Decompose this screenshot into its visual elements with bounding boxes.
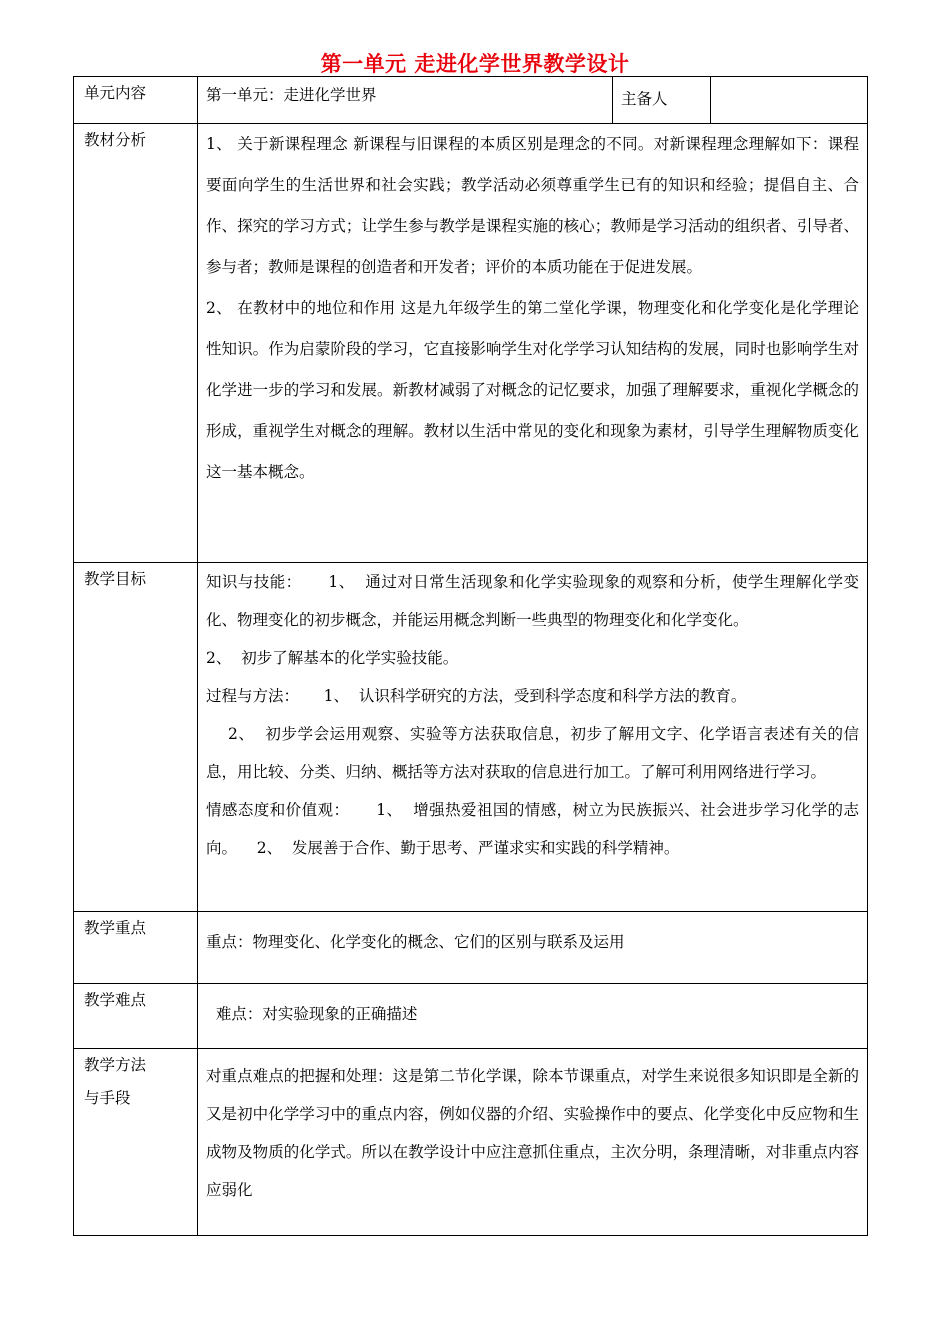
value-material-analysis (198, 124, 868, 563)
value-teaching-goals (198, 563, 868, 912)
label-methods-line-2: 与手段 (84, 1089, 131, 1107)
goal-knowledge-2: 2、 初步了解基本的化学实验技能。 (206, 649, 459, 667)
label-material-analysis: 教材分析 (74, 124, 198, 563)
value-preparer (711, 77, 868, 124)
value-unit-content: 第一单元：走进化学世界 (198, 77, 613, 124)
row-unit-content (74, 77, 868, 124)
label-methods-line-1: 教学方法 (84, 1056, 147, 1074)
methods-paragraph: 对重点难点的把握和处理：这是第二节化学课，除本节课重点，对学生来说很多知识即是全新的又是初中化学学习中的重点内容，例如仪器的介绍、实验操作中的要点、化学变化中反应物和生成物及物质的化学式。所以在教学设计中应注意抓住重点，主次分明，条理清晰，对非重点内容应弱化 (206, 1067, 859, 1199)
analysis-paragraph-2: 2、 在教材中的地位和作用 这是九年级学生的第二堂化学课，物理变化和化学变化是化学理论性知识。作为启蒙阶段的学习，它直接影响学生对化学学习认知结构的发展，同时也影响学生对化学进一步的学习和发展。新教材减弱了对概念的记忆要求，加强了理解要求，重视化学概念的形成，重视学生对概念的理解。教材以生活中常见的变化和现象为素材，引导学生理解物质变化这一基本概念。 (206, 299, 859, 481)
goal-emotion: 情感态度和价值观： 1、 增强热爱祖国的情感，树立为民族振兴、社会进步学习化学的志向。 2、 发展善于合作、勤于思考、严谨求实和实践的科学精神。 (206, 801, 859, 857)
row-methods (74, 1049, 868, 1236)
label-difficulties: 教学难点 (74, 984, 198, 1049)
value-difficulties: 难点：对实验现象的正确描述 (198, 984, 868, 1049)
label-key-points: 教学重点 (74, 912, 198, 984)
label-preparer: 主备人 (613, 77, 711, 124)
label-teaching-goals: 教学目标 (74, 563, 198, 912)
row-key-points (74, 912, 868, 984)
value-key-points: 重点：物理变化、化学变化的概念、它们的区别与联系及运用 (198, 912, 868, 984)
goal-process-2: 2、 初步学会运用观察、实验等方法获取信息，初步了解用文字、化学语言表述有关的信息，用比较、分类、归纳、概括等方法对获取的信息进行加工。了解可利用网络进行学习。 (206, 725, 860, 781)
label-methods (74, 1049, 198, 1236)
lesson-plan-table (73, 76, 868, 1236)
value-methods (198, 1049, 868, 1236)
row-teaching-goals (74, 563, 868, 912)
goal-process-1: 过程与方法： 1、 认识科学研究的方法，受到科学态度和科学方法的教育。 (206, 687, 747, 705)
label-unit-content: 单元内容 (74, 77, 198, 124)
row-material-analysis (74, 124, 868, 563)
goal-knowledge-1: 知识与技能： 1、 通过对日常生活现象和化学实验现象的观察和分析，使学生理解化学变化、物理变化的初步概念，并能运用概念判断一些典型的物理变化和化学变化。 (206, 573, 859, 629)
analysis-paragraph-1: 1、 关于新课程理念 新课程与旧课程的本质区别是理念的不同。对新课程理念理解如下：课程要面向学生的生活世界和社会实践；教学活动必须尊重学生已有的知识和经验；提倡自主、合作、探究的学习方式；让学生参与教学是课程实施的核心；教师是学习活动的组织者、引导者、参与者；教师是课程的创造者和开发者；评价的本质功能在于促进发展。 (206, 135, 859, 276)
row-difficulties (74, 984, 868, 1049)
document-title: 第一单元 走进化学世界教学设计 (320, 52, 630, 76)
